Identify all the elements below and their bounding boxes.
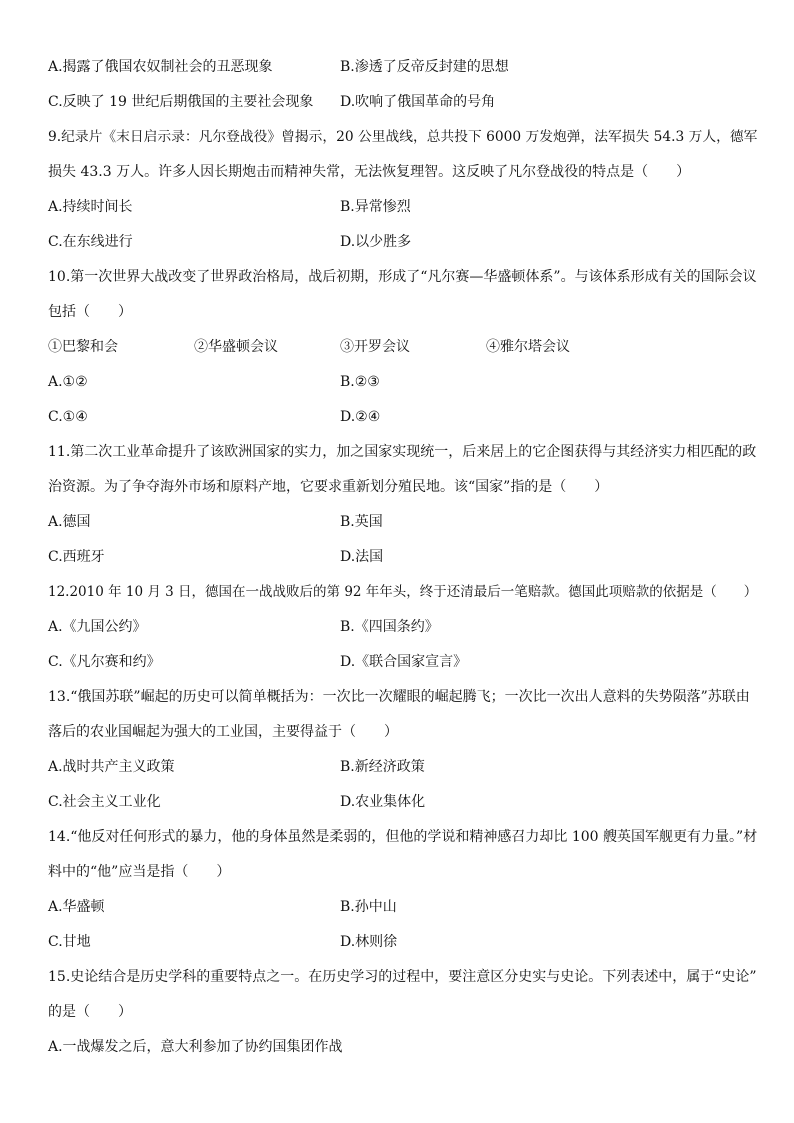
option-row bbox=[48, 87, 758, 122]
question-text: 13.“俄国苏联”崛起的历史可以简单概括为：一次比一次耀眼的崛起腾飞；一次比一次出人意料的失势陨落”苏联由 bbox=[48, 689, 750, 705]
question-text: 损失 43.3 万人。许多人因长期炮击而精神失常，无法恢复理智。这反映了凡尔登战役的特点是（ ） bbox=[48, 164, 691, 180]
option: B.英国 bbox=[340, 514, 383, 530]
option: B.②③ bbox=[340, 374, 380, 390]
option-row bbox=[48, 1032, 758, 1067]
question-text: 11.第二次工业革命提升了该欧洲国家的实力，加之国家实现统一，后来居上的它企图获得与其经济实力相匹配的政 bbox=[48, 444, 757, 460]
option-row bbox=[48, 787, 758, 822]
option: C.在东线进行 bbox=[48, 234, 133, 250]
question-text: 治资源。为了争夺海外市场和原料产地，它要求重新划分殖民地。该“国家”指的是（ ） bbox=[48, 479, 609, 495]
exam-page bbox=[48, 52, 758, 1067]
question-text: 15.史论结合是历史学科的重要特点之一。在历史学习的过程中，要注意区分史实与史论。下列表述中，属于“史论” bbox=[48, 969, 757, 985]
question-text: 包括（ ） bbox=[48, 304, 132, 320]
option: A.①② bbox=[48, 374, 88, 390]
option-row bbox=[48, 507, 758, 542]
option: C.反映了 19 世纪后期俄国的主要社会现象 bbox=[48, 94, 314, 110]
option: C.①④ bbox=[48, 409, 88, 425]
option: A.德国 bbox=[48, 514, 91, 530]
option: B.《四国条约》 bbox=[340, 619, 439, 635]
item: ④雅尔塔会议 bbox=[486, 339, 570, 355]
question-text: 10.第一次世界大战改变了世界政治格局，战后初期，形成了“凡尔赛—华盛顿体系”。与该体系形成有关的国际会议 bbox=[48, 269, 757, 285]
item: ①巴黎和会 bbox=[48, 339, 118, 355]
option-row bbox=[48, 612, 758, 647]
option: D.林则徐 bbox=[340, 934, 398, 950]
question-text: 的是（ ） bbox=[48, 1004, 132, 1020]
option: B.新经济政策 bbox=[340, 759, 425, 775]
option: D.法国 bbox=[340, 549, 384, 565]
option: A.战时共产主义政策 bbox=[48, 759, 175, 775]
option: A.一战爆发之后，意大利参加了协约国集团作战 bbox=[48, 1039, 343, 1055]
option-row bbox=[48, 647, 758, 682]
option: A.揭露了俄国农奴制社会的丑恶现象 bbox=[48, 59, 273, 75]
option: A.华盛顿 bbox=[48, 899, 105, 915]
option: B.渗透了反帝反封建的思想 bbox=[340, 59, 509, 75]
option: D.农业集体化 bbox=[340, 794, 426, 810]
option-row bbox=[48, 192, 758, 227]
item: ②华盛顿会议 bbox=[194, 339, 278, 355]
option-row bbox=[48, 52, 758, 87]
option-row bbox=[48, 367, 758, 402]
option-row bbox=[48, 227, 758, 262]
option: D.②④ bbox=[340, 409, 381, 425]
question-text: 12.2010 年 10 月 3 日，德国在一战战败后的第 92 年年头，终于还清最后一笔赔款。德国此项赔款的依据是（ ） bbox=[48, 584, 758, 600]
question-text: 落后的农业国崛起为强大的工业国，主要得益于（ ） bbox=[48, 724, 398, 740]
option-row bbox=[48, 752, 758, 787]
option-row bbox=[48, 402, 758, 437]
option: B.异常惨烈 bbox=[340, 199, 411, 215]
option-row bbox=[48, 927, 758, 962]
option: C.西班牙 bbox=[48, 549, 105, 565]
option: A.《九国公约》 bbox=[48, 619, 147, 635]
option: D.以少胜多 bbox=[340, 234, 412, 250]
option: D.吹响了俄国革命的号角 bbox=[340, 94, 496, 110]
option-row bbox=[48, 542, 758, 577]
question-text: 9.纪录片《末日启示录：凡尔登战役》曾揭示，20 公里战线，总共投下 6000 万发炮弹，法军损失 54.3 万人，德军 bbox=[48, 129, 758, 145]
option: A.持续时间长 bbox=[48, 199, 133, 215]
option: B.孙中山 bbox=[340, 899, 397, 915]
option: C.《凡尔赛和约》 bbox=[48, 654, 161, 670]
item: ③开罗会议 bbox=[340, 339, 410, 355]
option: D.《联合国家宣言》 bbox=[340, 654, 468, 670]
question-text: 14.“他反对任何形式的暴力，他的身体虽然是柔弱的，但他的学说和精神感召力却比 100 艘英国军舰更有力量。”材 bbox=[48, 829, 758, 845]
option-row bbox=[48, 892, 758, 927]
question-text: 料中的“他”应当是指（ ） bbox=[48, 864, 231, 880]
item-row bbox=[48, 332, 758, 367]
option: C.甘地 bbox=[48, 934, 91, 950]
option: C.社会主义工业化 bbox=[48, 794, 161, 810]
